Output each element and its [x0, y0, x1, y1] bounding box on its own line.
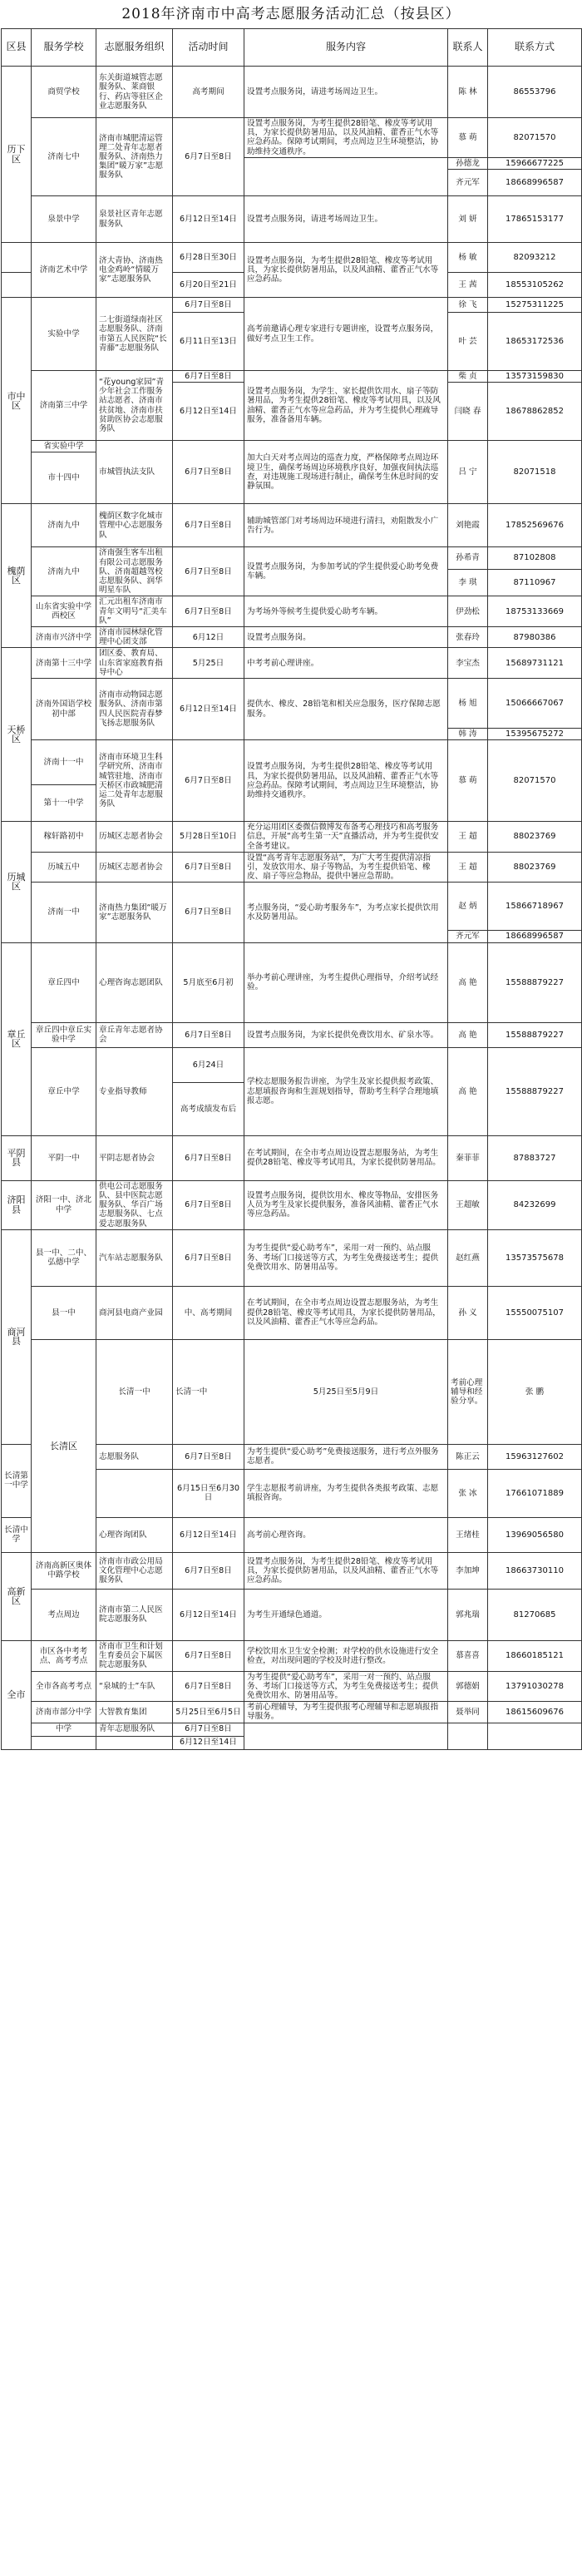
table-row: [2, 67, 582, 118]
cell-contact: 柴 贞: [448, 371, 488, 383]
cell-time: 6月7日至8日: [173, 1723, 244, 1736]
cell-district: 槐荫区: [2, 504, 32, 648]
cell-time: 6月15日至6月30日: [173, 1469, 244, 1517]
cell-time: 6月7日至8日: [173, 298, 244, 313]
cell-contact: 刘 妍: [448, 196, 488, 243]
cell-content: 设置考点服务岗，为考生提供28铅笔、橡皮等考试用具，为家长提供防暑用品，以及风油精、藿香正气水等应急药品。: [244, 243, 448, 298]
cell-time: 中、高考期间: [173, 1286, 244, 1339]
table-row: [2, 740, 582, 785]
cell-contact: 秦菲菲: [448, 1135, 488, 1180]
cell-organization: 专业指导教师: [96, 1047, 173, 1135]
cell-school: 济南市部分中学: [32, 1702, 96, 1723]
cell-district: 商河县: [2, 1229, 32, 1444]
cell-school: 长清一中: [96, 1339, 173, 1444]
cell-contact: 杨 旭: [448, 679, 488, 729]
table-row: [2, 883, 582, 931]
table-row: [2, 196, 582, 243]
cell-time: 5月25日至5月9日: [244, 1339, 448, 1444]
cell-school: 长清中学: [2, 1517, 32, 1552]
table-row: [2, 1180, 582, 1229]
cell-school: 济南九中: [32, 547, 96, 596]
cell-content: 为考场外等候考生提供爱心助考车辆。: [244, 596, 448, 627]
cell-organization: 济南市第二人民医院志愿服务队: [96, 1589, 173, 1640]
cell-content: 考点服务岗，“爱心助考服务车”，为考点家长提供饮用水及防暑用品。: [244, 883, 448, 942]
cell-contact: 刘艳霞: [448, 504, 488, 547]
table-row: [2, 942, 582, 977]
cell-phone: 15963127602: [488, 1444, 582, 1469]
cell-contact: 孙希青: [448, 547, 488, 569]
cell-contact: 高 艳: [448, 1022, 488, 1047]
table-row: [2, 371, 582, 383]
cell-contact: 徐 飞: [448, 298, 488, 313]
cell-phone: 18678862852: [488, 383, 582, 441]
cell-organization: [96, 1469, 173, 1517]
cell-organization: 大智教育集团: [96, 1702, 173, 1723]
cell-district: 济阳县: [2, 1180, 32, 1229]
cell-school: 平阴一中: [32, 1135, 96, 1180]
cell-phone: 84232699: [488, 1180, 582, 1229]
cell-organization: 汽车站志愿服务队: [96, 1229, 173, 1286]
cell-phone: 15588879227: [488, 1047, 582, 1135]
cell-phone: 88023769: [488, 852, 582, 883]
cell-organization: 历城区志愿者协会: [96, 822, 173, 853]
cell-time: 6月7日至8日: [173, 547, 244, 596]
cell-school: 济南第十三中学: [32, 648, 96, 679]
table-row: [2, 298, 582, 313]
table-row: [2, 504, 582, 547]
cell-time: 6月24日: [173, 1047, 244, 1082]
cell-organization: “花young家园”青少年社会工作服务站志愿者、济南市扶贫地、济南市扶贫助医协会志愿服务队: [96, 371, 173, 441]
cell-contact: 王 超: [448, 852, 488, 883]
cell-contact: 王 超: [448, 822, 488, 853]
cell-phone: 87980386: [488, 627, 582, 648]
cell-contact: 闫晓 春: [448, 383, 488, 441]
cell-content: 为考生提供“爱心助考车”，采用一对一预约、站点服务、考场门口接送等方式，为考生免费接送考生；提供免费饮用水、防暑用品等。: [244, 1671, 448, 1702]
table-row: [2, 648, 582, 679]
column-header-time: 活动时间: [173, 29, 244, 67]
cell-content: 学校志愿服务报告讲座，为学生及家长提供报考政策、志愿填报咨询和生涯规划指导，帮助考生科学合理地填报志愿。: [244, 1047, 448, 1135]
table-row: [2, 1135, 582, 1180]
cell-organization: 济南市园林绿化管理中心团支部: [96, 627, 173, 648]
cell-district: [2, 243, 32, 273]
cell-organization: 槐荫区数字化城市管理中心志愿服务队: [96, 504, 173, 547]
table-row: [2, 1671, 582, 1702]
cell-organization: 章丘青年志愿者协会: [96, 1022, 173, 1047]
cell-content: 设置考点服务岗，为学生、家长提供饮用水、扇子等防暑用品，为考生提供28铅笔、橡皮等考试用具，以及风油精、藿香正气水等应急药品，并为考生提供心理疏导服务，准备备用车辆。: [244, 371, 448, 441]
cell-content: 加大白天对考点周边的巡查力度，严格保障考点周边环境卫生，确保考场周边环境秩序良好，加强夜间执法巡查，对违规施工现场进行制止，确保考生休息时间的安静氛围。: [244, 441, 448, 504]
cell-organization: 济南强生客车出租有限公司志愿服务队、济南超越驾校志愿服务队、润华明星车队: [96, 547, 173, 596]
cell-contact: 张 冰: [448, 1469, 488, 1517]
cell-phone: 15588879227: [488, 1022, 582, 1047]
cell-contact: 赵红燕: [448, 1229, 488, 1286]
table-row: [2, 822, 582, 853]
cell-school: 济南高新区奥体中路学校: [32, 1552, 96, 1589]
cell-phone: 18615609676: [488, 1702, 582, 1723]
cell-district: 全市: [2, 1640, 32, 1749]
cell-organization: 历城区志愿者协会: [96, 852, 173, 883]
table-row: [2, 1022, 582, 1047]
cell-contact: 慕 萌: [448, 740, 488, 822]
cell-school: [32, 1736, 96, 1749]
cell-content: 设置考点服务岗，请进考场周边卫生。: [244, 196, 448, 243]
cell-time: 6月12日至14日: [173, 1589, 244, 1640]
cell-content: 考前心理辅导，为考生提供报考心理辅导和志愿填报指导服务。: [244, 1702, 448, 1723]
cell-school: 全市各高考考点: [32, 1671, 96, 1702]
column-header-organization: 志愿服务组织: [96, 29, 173, 67]
document-title: 2018年济南市中高考志愿服务活动汇总（按县区）: [121, 6, 461, 22]
table-row: [2, 1047, 582, 1082]
cell-school: 章丘中学: [32, 1047, 96, 1135]
cell-time: 6月28日至30日: [173, 243, 244, 273]
cell-contact: 郭德娟: [448, 1671, 488, 1702]
cell-school: 市十四中: [32, 452, 96, 504]
cell-school: 第十一中学: [32, 785, 96, 822]
cell-organization: 济南市卫生和计划生育委员会下属医院志愿服务队: [96, 1640, 173, 1671]
cell-time: 6月7日至8日: [173, 1444, 244, 1469]
cell-school: 济南一中: [32, 883, 96, 942]
cell-district: 历下区: [2, 67, 32, 243]
cell-content: 充分运用团区委微信微博发布备考心理技巧和高考服务信息，开展“高考生第一天”直播活动，并为考生提供安全备考建议。: [244, 822, 448, 853]
table-row: [2, 1229, 582, 1274]
cell-time: 5月25日至6月5日: [173, 1702, 244, 1723]
cell-school: 市区各中考考点、高考考点: [32, 1640, 96, 1671]
cell-time: 6月7日至8日: [173, 1135, 244, 1180]
cell-phone: 18653172536: [488, 313, 582, 371]
cell-phone: 82071518: [488, 441, 582, 504]
cell-time: 6月7日至8日: [173, 371, 244, 383]
cell-content: 高考前心理咨询。: [244, 1517, 448, 1552]
cell-time: 6月7日至8日: [173, 740, 244, 822]
cell-school: 商贸学校: [32, 67, 96, 118]
cell-phone: 87883727: [488, 1135, 582, 1180]
cell-organization: 青年志愿服务队: [96, 1723, 173, 1736]
cell-organization: 济南市城肥清运管理二处青年志愿者服务队、济南热力集团“暖万家”志愿服务队: [96, 118, 173, 196]
cell-phone: 13791030278: [488, 1671, 582, 1702]
cell-phone: 15395675272: [488, 729, 582, 740]
cell-school: 济南艺术中学: [32, 243, 96, 298]
cell-content: 学生志愿报考前讲座，为考生提供各类报考政策、志愿填报咨询。: [244, 1469, 448, 1517]
cell-contact: 聂举同: [448, 1702, 488, 1723]
table-row: [2, 547, 582, 569]
table-row: [2, 679, 582, 729]
cell-school: 章丘四中: [32, 942, 96, 1022]
table-row: [2, 441, 582, 452]
cell-time: 5月25日: [173, 648, 244, 679]
cell-contact: 王绪桂: [448, 1517, 488, 1552]
cell-contact: 杨 敏: [448, 243, 488, 273]
cell-organization: 平阴志愿者协会: [96, 1135, 173, 1180]
table-row: [2, 1589, 582, 1640]
cell-organization: [96, 1736, 173, 1749]
cell-time: 6月12日至14日: [173, 1517, 244, 1552]
column-header-content: 服务内容: [244, 29, 448, 67]
cell-contact: 陈 林: [448, 67, 488, 118]
cell-time: 6月12日至14日: [173, 1736, 244, 1749]
cell-district: 天桥区: [2, 648, 32, 822]
cell-school: 县一中: [32, 1286, 96, 1339]
cell-content: 在考试期间，在全市考点周边设置志愿服务站，为考生提供28铅笔、橡皮等考试用具，为家长提供防暑用品，以及风油精、藿香正气水等应急药品。: [244, 1286, 448, 1339]
cell-contact: 李宝杰: [448, 648, 488, 679]
cell-organization: 供电公司志愿服务队、县中医院志愿服务队、华百广场志愿服务队、七点爱志愿服务队: [96, 1180, 173, 1229]
table-row: [2, 596, 582, 627]
cell-contact: 张春玲: [448, 627, 488, 648]
table-row: [2, 852, 582, 883]
cell-school: 稼轩路初中: [32, 822, 96, 853]
cell-time: 6月7日至8日: [173, 1229, 244, 1286]
cell-time: 6月7日至8日: [173, 504, 244, 547]
cell-phone: 15966677225: [488, 157, 582, 169]
cell-time: 高考期间: [173, 67, 244, 118]
table-row: [2, 1723, 582, 1736]
cell-contact: 叶 芸: [448, 313, 488, 371]
cell-content: 学校饮用水卫生安全检测；对学校的供水设施进行安全检查，对出现问题的学校及时进行整改。: [244, 1640, 448, 1671]
cell-contact: 高 艳: [448, 942, 488, 1022]
cell-phone: 17852569676: [488, 504, 582, 547]
table-row: [2, 243, 582, 273]
cell-school: 中学: [32, 1723, 96, 1736]
cell-content: 考前心理辅导和经验分享。: [448, 1339, 488, 1444]
cell-school: 历城五中: [32, 852, 96, 883]
cell-content: 设置“高考青年志愿服务站”，为广大考生提供清凉指引，发放饮用水、扇子等物品，为考生提供铅笔、橡皮、扇子等应急物品，提供中暑应急帮助。: [244, 852, 448, 883]
cell-phone: 82071570: [488, 118, 582, 158]
cell-contact: 高 艳: [448, 1047, 488, 1135]
cell-content: 辅助城管部门对考场周边环境进行清扫，劝阻散发小广告行为。: [244, 504, 448, 547]
cell-contact: 韩 涛: [448, 729, 488, 740]
cell-school: 济南七中: [32, 118, 96, 196]
cell-time: 6月7日至8日: [173, 852, 244, 883]
cell-school: 县一中、二中、弘德中学: [32, 1229, 96, 1286]
cell-time: 6月7日至8日: [173, 1671, 244, 1702]
cell-contact: 齐元军: [448, 931, 488, 942]
cell-phone: 87110967: [488, 569, 582, 596]
cell-time: 6月12日至14日: [173, 383, 244, 441]
cell-phone: 17661071889: [488, 1469, 582, 1517]
cell-contact: 李加坤: [448, 1552, 488, 1589]
cell-school: 济南市兴济中学: [32, 627, 96, 648]
cell-district: 平阴县: [2, 1135, 32, 1180]
cell-district: 市中区: [2, 298, 32, 504]
cell-district: 章丘区: [2, 942, 32, 1135]
cell-school: 泉景中学: [32, 196, 96, 243]
cell-time: 6月7日至8日: [173, 596, 244, 627]
cell-time: 6月12日: [173, 627, 244, 648]
cell-organization: 济南市市政公用局文化管理中心志愿服务队: [96, 1552, 173, 1589]
cell-phone: 82071570: [488, 740, 582, 822]
cell-content: 提供水、橡皮、28铅笔和相关应急服务，医疗保障志愿服务。: [244, 679, 448, 740]
table-row: [2, 1552, 582, 1589]
cell-contact: 孙德龙: [448, 157, 488, 169]
cell-content: 设置考点服务岗。: [244, 627, 448, 648]
cell-organization: 二七街道绿南社区志愿服务队、济南市第五人民医院“长青藤”志愿服务队: [96, 298, 173, 371]
cell-phone: 15066667067: [488, 679, 582, 729]
cell-content: 设置考点服务岗，为考生提供28铅笔、橡皮等考试用具，为家长提供防暑用品，以及风油精、藿香正气水等应急药品。: [244, 1552, 448, 1589]
cell-phone: 18660185121: [488, 1640, 582, 1671]
table-body: [2, 67, 582, 1750]
cell-content: 设置考点服务岗，为家长提供免费饮用水、矿泉水等。: [244, 1022, 448, 1047]
cell-organization: 心理咨询志愿团队: [96, 942, 173, 1022]
cell-time: 6月7日至8日: [173, 883, 244, 942]
cell-organization: 泉景社区青年志愿服务队: [96, 196, 173, 243]
cell-content: 设置考点服务岗，请进考场周边卫生。: [244, 67, 448, 118]
cell-contact: 孙 义: [448, 1286, 488, 1339]
cell-school: 济南十一中: [32, 740, 96, 785]
cell-organization: 济大青协、济南热电金鸡岭“情暖万家”志愿服务队: [96, 243, 173, 298]
cell-contact: 齐元军: [448, 170, 488, 196]
cell-school: 长清第一中学: [2, 1444, 32, 1517]
cell-organization: 汇元出租车济南市青年文明号“汇美车队”: [96, 596, 173, 627]
cell-phone: 18668996587: [488, 170, 582, 196]
cell-content: 为考生提供“爱心助考”免费接送服务，进行考点外服务志愿者。: [244, 1444, 448, 1469]
cell-contact: 伊劲松: [448, 596, 488, 627]
cell-phone: 13969056580: [488, 1517, 582, 1552]
cell-content: 高考前邀请心理专家进行专题讲座，设置考点服务岗，做好考点卫生工作。: [244, 298, 448, 371]
column-header-school: 服务学校: [32, 29, 96, 67]
cell-organization: “泉城的士”车队: [96, 1671, 173, 1702]
cell-content: [244, 157, 448, 195]
column-header-contact: 联系人: [448, 29, 488, 67]
cell-contact: 慕喜喜: [448, 1640, 488, 1671]
cell-contact: 慕 萌: [448, 118, 488, 158]
cell-school: 济阳一中、济北中学: [32, 1180, 96, 1229]
cell-time: 6月7日至8日: [173, 441, 244, 504]
cell-time: 6月7日至8日: [173, 118, 244, 196]
cell-organization: 商河县电商产业园: [96, 1286, 173, 1339]
cell-organization: 长清一中: [173, 1339, 244, 1444]
table-row: [2, 118, 582, 158]
cell-organization: 东关街道城管志愿服务队、莱商银行、药店等驻区企业志愿服务队: [96, 67, 173, 118]
cell-time: 6月11日至13日: [173, 313, 244, 371]
cell-contact: 吕 宁: [448, 441, 488, 504]
cell-school: 省实验中学: [32, 441, 96, 452]
cell-school: 章丘四中章丘实验中学: [32, 1022, 96, 1047]
cell-content: 中考考前心理讲座。: [244, 648, 448, 679]
cell-time: 6月7日至8日: [173, 1180, 244, 1229]
cell-phone: 82093212: [488, 243, 582, 273]
cell-time: 高考成绩发布后: [173, 1082, 244, 1135]
cell-phone: [488, 1723, 582, 1749]
volunteer-activity-table: [1, 28, 582, 1750]
column-header-district: 区县: [2, 29, 32, 67]
table-header-row: [2, 29, 582, 67]
cell-district: [2, 273, 32, 298]
cell-organization: 济南市环境卫生科学研究所、济南市城管驻地、济南市天桥区市政城肥清运二处青年志愿服务队: [96, 740, 173, 822]
cell-contact: 陈正云: [448, 1444, 488, 1469]
cell-school: 实验中学: [32, 298, 96, 371]
cell-district: 历城区: [2, 822, 32, 942]
cell-phone: 13573575678: [488, 1229, 582, 1286]
cell-phone: 18668996587: [488, 931, 582, 942]
cell-phone: 81270685: [488, 1589, 582, 1640]
cell-phone: 15275311225: [488, 298, 582, 313]
cell-contact: [448, 1723, 488, 1749]
table-row: [2, 1702, 582, 1723]
table-row: [2, 1286, 582, 1306]
cell-time: 5月底至6月初: [173, 942, 244, 1022]
cell-school: 考点周边: [32, 1589, 96, 1640]
cell-organization: 志愿服务队: [96, 1444, 173, 1469]
cell-content: 设置考点服务岗，为考生提供28铅笔、橡皮等考试用具，为家长提供防暑用品，以及风油精、藿香正气水等应急药品。保障考试期间，考点周边卫生环境整洁，协助维持交通秩序。: [244, 118, 448, 158]
cell-school: 济南第三中学: [32, 371, 96, 441]
cell-contact: 郭兆瑞: [448, 1589, 488, 1640]
table-row: [2, 1339, 582, 1444]
cell-phone: 17865153177: [488, 196, 582, 243]
cell-time: 6月20日至21日: [173, 273, 244, 298]
cell-phone: 18663730110: [488, 1552, 582, 1589]
cell-contact: 王 茜: [448, 273, 488, 298]
cell-organization: 团区委、教育局、山东省家庭教育指导中心: [96, 648, 173, 679]
cell-content: 设置考点服务岗，提供饮用水、橡皮等物品，安排医务人员为考生及家长提供服务，准备风油精、藿香正气水等应急药品。: [244, 1180, 448, 1229]
cell-phone: 15588879227: [488, 942, 582, 1022]
cell-phone: 13573159830: [488, 371, 582, 383]
cell-time: 6月12日至14日: [173, 196, 244, 243]
cell-school: 山东省实验中学西校区: [32, 596, 96, 627]
cell-school: 济南外国语学校初中部: [32, 679, 96, 740]
cell-content: 设置考点服务岗，为考生提供28铅笔、橡皮等考试用具，为家长提供防暑用品，以及风油精、藿香正气水等应急药品。保障考试期间，考点周边卫生环境整洁，协助维持交通秩序。: [244, 740, 448, 822]
cell-phone: 15866718967: [488, 883, 582, 931]
cell-time: 6月7日至8日: [173, 1552, 244, 1589]
cell-content: 设置考点服务岗，为参加考试的学生提供爱心助考免费车辆。: [244, 547, 448, 596]
cell-content: 为考生开通绿色通道。: [244, 1589, 448, 1640]
cell-time: 6月7日至8日: [173, 1640, 244, 1671]
cell-content: 举办考前心理讲座，为考生提供心理指导，介绍考试经验。: [244, 942, 448, 1022]
table-row: [2, 627, 582, 648]
cell-phone: 18753133669: [488, 596, 582, 627]
cell-phone: 87102808: [488, 547, 582, 569]
cell-organization: 市城管执法支队: [96, 441, 173, 504]
cell-phone: 18553105262: [488, 273, 582, 298]
column-header-phone: 联系方式: [488, 29, 582, 67]
cell-phone: 15550075107: [488, 1286, 582, 1339]
cell-content: 为考生提供“爱心助考车”，采用一对一预约、站点服务、考场门口接送等方式，为考生免费接送考生；提供免费饮用水、防暑用品等。: [244, 1229, 448, 1286]
cell-contact: 王超敏: [448, 1180, 488, 1229]
cell-district: 高新区: [2, 1552, 32, 1640]
cell-contact: 张 鹏: [488, 1339, 582, 1444]
cell-phone: 86553796: [488, 67, 582, 118]
table-row: [2, 1640, 582, 1671]
cell-phone: 88023769: [488, 822, 582, 853]
cell-content: [244, 1723, 448, 1749]
cell-phone: 15689731121: [488, 648, 582, 679]
cell-contact: 赵 炳: [448, 883, 488, 931]
cell-district: 长清区: [32, 1339, 96, 1552]
cell-time: 5月28日至10日: [173, 822, 244, 853]
cell-contact: 李 琪: [448, 569, 488, 596]
cell-organization: 心理咨询团队: [96, 1517, 173, 1552]
cell-school: 济南九中: [32, 504, 96, 547]
cell-content: 在考试期间，在全市考点周边设置志愿服务站，为考生提供28铅笔、橡皮等考试用具，为家长提供防暑用品。: [244, 1135, 448, 1180]
cell-time: 6月7日至8日: [173, 1022, 244, 1047]
cell-organization: 济南热力集团“暖万家”志愿服务队: [96, 883, 173, 942]
cell-organization: 济南市动物园志愿服务队、济南市第四人民医院青春梦飞扬志愿服务队: [96, 679, 173, 740]
cell-time: 6月12日至14日: [173, 679, 244, 740]
